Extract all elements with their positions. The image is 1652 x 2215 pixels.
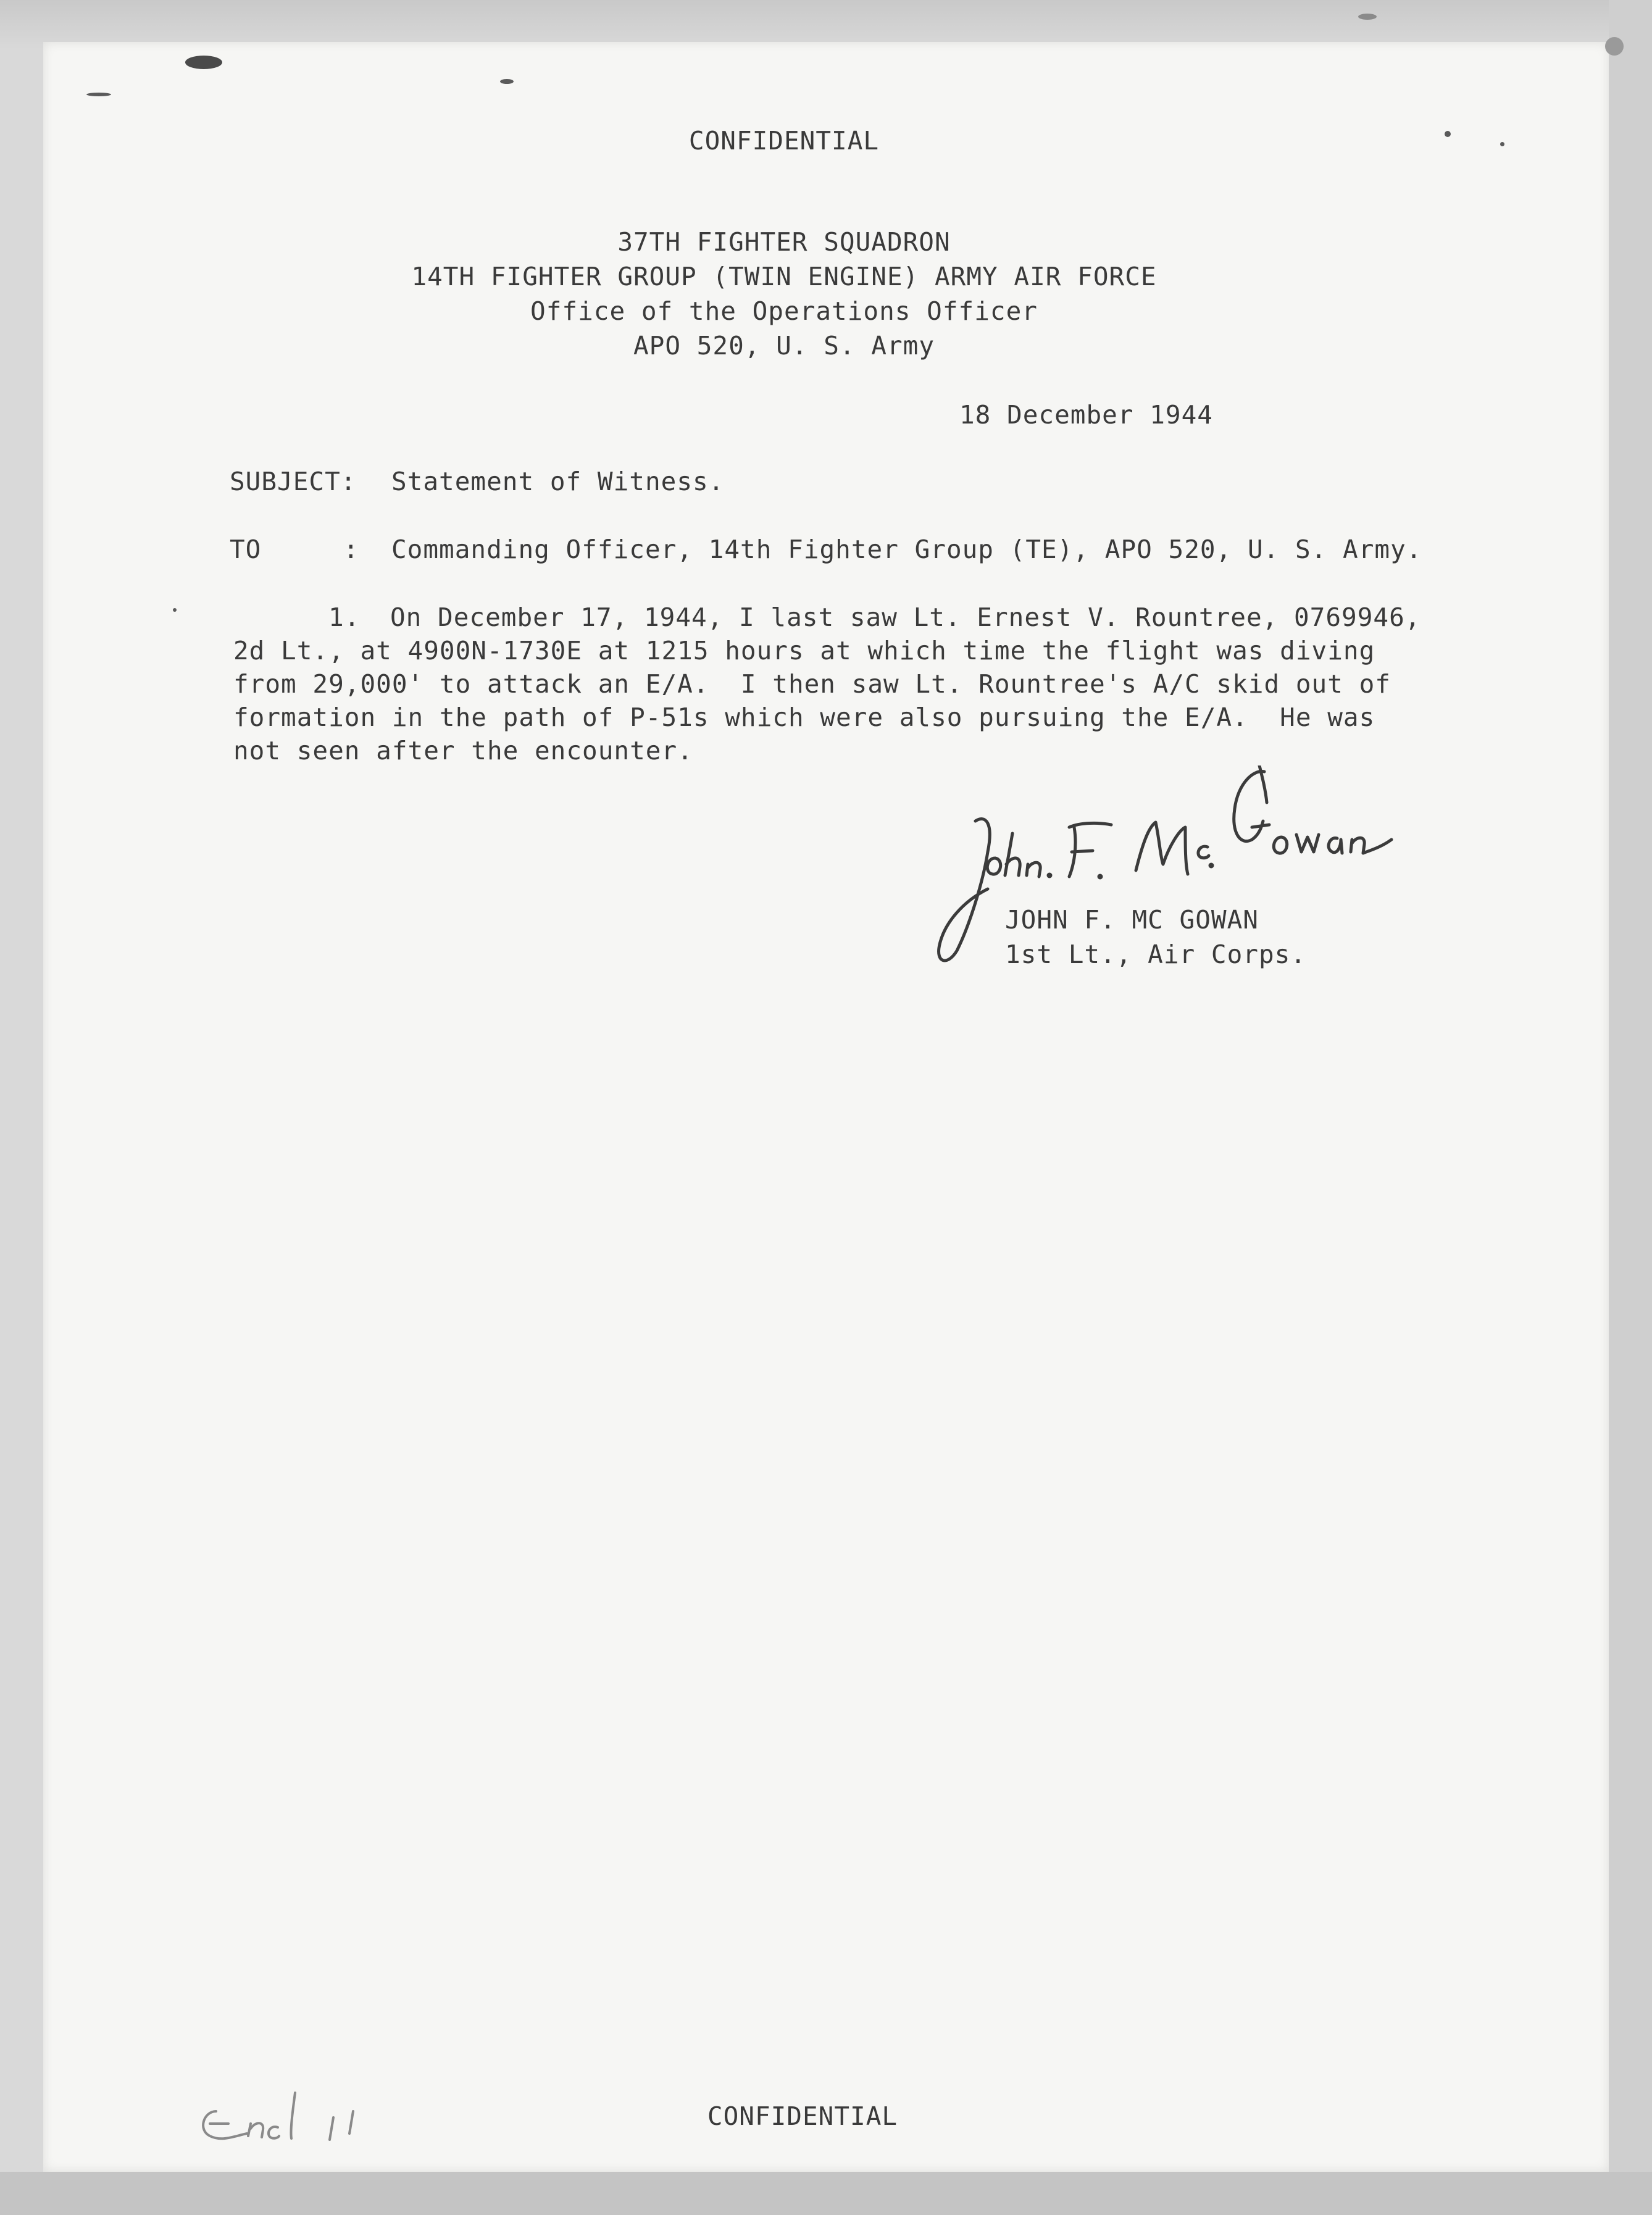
letterhead-apo: APO 520, U. S. Army: [633, 331, 935, 361]
subject-label: SUBJECT:: [230, 467, 357, 496]
scan-speck: [185, 56, 222, 69]
letterhead-group: 14TH FIGHTER GROUP (TWIN ENGINE) ARMY AIR FORCE: [411, 262, 1157, 291]
scan-right-edge: [1609, 0, 1652, 2215]
body-line: formation in the path of P-51s which were also pursuing the E/A. He was: [233, 703, 1375, 732]
letterhead-office: Office of the Operations Officer: [530, 296, 1038, 326]
body-line: 2d Lt., at 4900N-1730E at 1215 hours at which time the flight was diving: [233, 636, 1375, 665]
scan-speck: [1605, 37, 1624, 56]
signer-name: JOHN F. MC GOWAN: [1005, 905, 1259, 935]
scan-bottom-edge: [0, 2172, 1652, 2215]
body-line: On December 17, 1944, I last saw Lt. Ernest V. Rountree, 0769946,: [390, 603, 1421, 632]
scan-speck: [1358, 14, 1377, 20]
scan-speck: [86, 93, 111, 96]
body-line: not seen after the encounter.: [233, 736, 693, 765]
document-date: 18 December 1944: [959, 400, 1213, 430]
to-text: Commanding Officer, 14th Fighter Group (TE), APO 520, U. S. Army.: [391, 535, 1422, 564]
classification-top: CONFIDENTIAL: [688, 126, 880, 156]
to-colon: :: [343, 535, 359, 564]
to-label: TO: [230, 535, 262, 564]
scan-speck: [173, 608, 177, 612]
paragraph-number: 1.: [328, 603, 361, 632]
letterhead-unit: 37TH FIGHTER SQUADRON: [617, 227, 951, 257]
subject-text: Statement of Witness.: [391, 467, 725, 496]
body-line: from 29,000' to attack an E/A. I then saw Lt. Rountree's A/C skid out of: [233, 669, 1391, 699]
classification-bottom: CONFIDENTIAL: [707, 2101, 898, 2131]
signer-rank: 1st Lt., Air Corps.: [1005, 940, 1306, 969]
scan-speck: [500, 79, 514, 84]
